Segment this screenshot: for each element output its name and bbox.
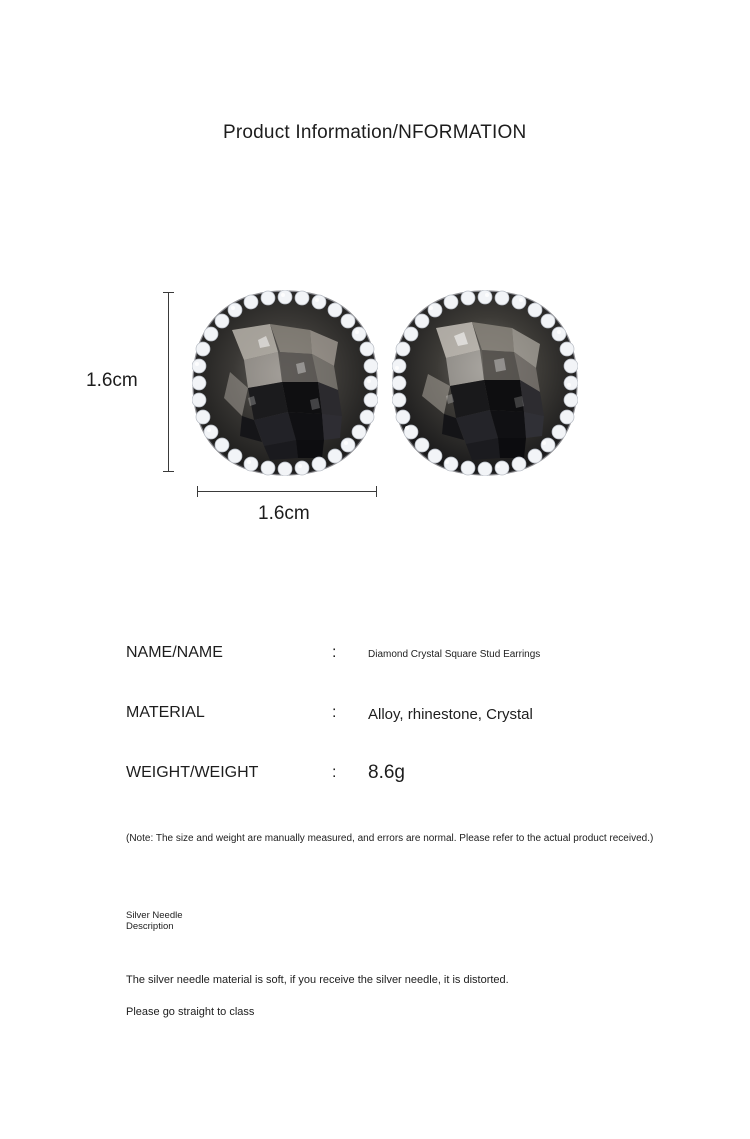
- silver-needle-title-line-2: Description: [126, 921, 174, 932]
- product-figure: [80, 280, 640, 540]
- spec-separator: :: [332, 644, 337, 661]
- spec-separator: :: [332, 704, 337, 721]
- spec-table: [126, 632, 666, 812]
- page-title: Product Information/NFORMATION: [223, 122, 527, 143]
- earring-image-left: [192, 290, 378, 476]
- spec-value: Alloy, rhinestone, Crystal: [368, 706, 533, 723]
- spec-row-material: [126, 692, 666, 752]
- spec-label: MATERIAL: [126, 704, 205, 721]
- measurement-note: (Note: The size and weight are manually measured, and errors are normal. Please refer to the actual product received.): [126, 833, 654, 844]
- height-measure-label: 1.6cm: [86, 370, 138, 391]
- spec-label: NAME/NAME: [126, 644, 223, 661]
- spec-label: WEIGHT/WEIGHT: [126, 764, 259, 781]
- silver-needle-title-line-1: Silver Needle: [126, 910, 183, 921]
- silver-needle-description-line-1: The silver needle material is soft, if you receive the silver needle, it is distorted.: [126, 974, 509, 986]
- spec-separator: :: [332, 764, 337, 781]
- spec-value: Diamond Crystal Square Stud Earrings: [368, 649, 541, 660]
- silver-needle-title: [126, 910, 183, 932]
- spec-value: 8.6g: [368, 762, 405, 783]
- width-measure-label: 1.6cm: [258, 503, 310, 524]
- width-measure-line: [197, 491, 377, 492]
- earring-image-right: [392, 290, 578, 476]
- height-measure-line: [168, 292, 169, 472]
- spec-row-name: [126, 632, 666, 692]
- spec-row-weight: [126, 752, 666, 812]
- silver-needle-description-line-2: Please go straight to class: [126, 1006, 255, 1018]
